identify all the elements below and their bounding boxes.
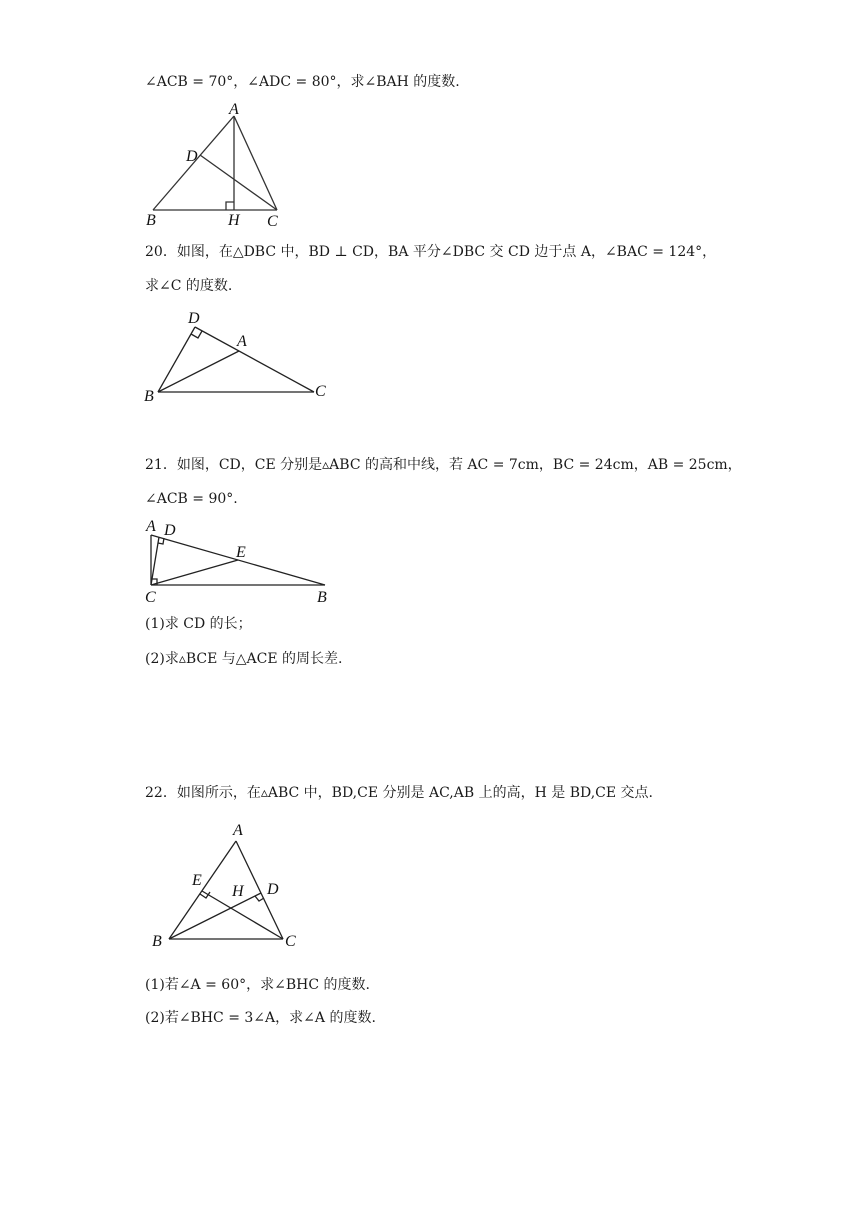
q21-line1: 21．如图，CD，CE 分别是▵ABC 的高和中线，若 AC = 7cm，BC = 24cm，AB = 25cm， bbox=[145, 457, 742, 473]
q20-figure bbox=[140, 305, 340, 407]
q21-label-c: C bbox=[145, 589, 156, 606]
q22-part2: (2)若∠BHC = 3∠A，求∠A 的度数. bbox=[145, 1010, 376, 1026]
q21-part2: (2)求▵BCE 与△ACE 的周长差. bbox=[145, 651, 343, 667]
q22-label-c: C bbox=[285, 933, 296, 950]
q20-label-a: A bbox=[237, 333, 247, 350]
q19-label-c: C bbox=[267, 213, 278, 230]
q21-label-b: B bbox=[317, 589, 327, 606]
q19-text: ∠ACB = 70°，∠ADC = 80°，求∠BAH 的度数. bbox=[145, 74, 460, 90]
q22-line1: 22．如图所示，在▵ABC 中，BD,CE 分别是 AC,AB 上的高，H 是 BD,CE 交点. bbox=[145, 785, 653, 801]
q20-label-c: C bbox=[315, 383, 326, 400]
q22-figure bbox=[140, 815, 320, 955]
q22-label-d: D bbox=[267, 881, 279, 898]
q21-figure bbox=[140, 515, 340, 610]
q19-label-a: A bbox=[229, 101, 239, 118]
q22-label-h: H bbox=[232, 883, 244, 900]
q19-label-h: H bbox=[228, 212, 240, 229]
q22-label-a: A bbox=[233, 822, 243, 839]
q21-line2: ∠ACB = 90°. bbox=[145, 491, 238, 507]
q22-label-e: E bbox=[192, 872, 202, 889]
q21-part1: (1)求 CD 的长； bbox=[145, 616, 252, 632]
q21-label-d: D bbox=[164, 522, 176, 539]
q19-label-d: D bbox=[186, 148, 198, 165]
q21-label-a: A bbox=[146, 518, 156, 535]
q19-figure bbox=[140, 100, 290, 232]
q21-label-e: E bbox=[236, 544, 246, 561]
q20-line1: 20．如图，在△DBC 中，BD ⊥ CD，BA 平分∠DBC 交 CD 边于点 A，∠BAC = 124°， bbox=[145, 244, 717, 260]
q20-label-b: B bbox=[144, 388, 154, 405]
q22-label-b: B bbox=[152, 933, 162, 950]
q20-label-d: D bbox=[188, 310, 200, 327]
q19-label-b: B bbox=[146, 212, 156, 229]
q22-part1: (1)若∠A = 60°，求∠BHC 的度数. bbox=[145, 977, 370, 993]
q20-line2: 求∠C 的度数. bbox=[145, 278, 233, 294]
